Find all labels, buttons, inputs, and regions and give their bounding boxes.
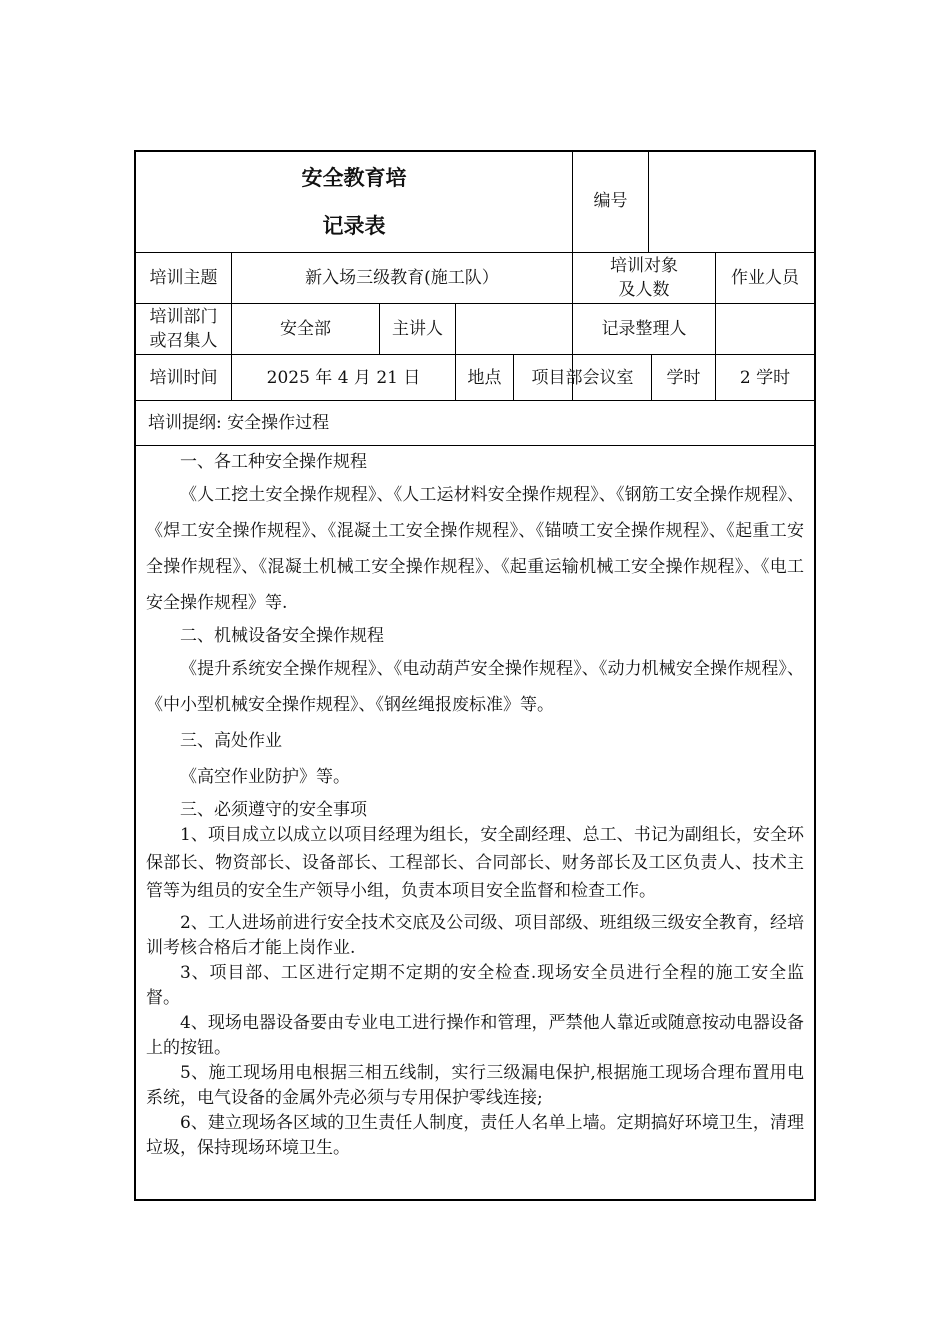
form-title xyxy=(136,152,572,252)
hours-value: 2 学时 xyxy=(739,367,791,388)
training-dept-value: 安全部 xyxy=(280,319,331,339)
content-heading: 二、机械设备安全操作规程 xyxy=(180,626,384,646)
place-label: 地点 xyxy=(467,367,502,388)
speaker-value xyxy=(456,304,572,354)
form-title-line1: 安全教育培 xyxy=(301,165,407,190)
number-label: 编号 xyxy=(593,191,628,211)
recorder-label: 记录整理人 xyxy=(601,319,687,339)
content-paragraph: 6、建立现场各区域的卫生责任人制度，责任人名单上墙。定期搞好环境卫生，清理垃圾，保持现场环境卫生。 xyxy=(146,1113,804,1158)
training-outline-label: 培训提纲: 安全操作过程 xyxy=(148,413,330,433)
row-divider xyxy=(136,445,814,446)
content-heading: 三、必须遵守的安全事项 xyxy=(180,800,367,820)
training-topic-label: 培训主题 xyxy=(149,268,218,288)
content-heading: 一、各工种安全操作规程 xyxy=(180,452,367,472)
content-paragraph: 5、施工现场用电根据三相五线制，实行三级漏电保护,根据施工现场合理布置用电系统，电气设备的金属外壳必须与专用保护零线连接; xyxy=(146,1063,804,1108)
hours-label: 学时 xyxy=(666,367,701,388)
number-value xyxy=(649,152,814,252)
training-topic-value: 新入场三级教育(施工队） xyxy=(305,268,499,288)
content-paragraph: 《人工挖土安全操作规程》、《人工运材料安全操作规程》、《钢筋工安全操作规程》、《焊工安全操作规程》、《混凝土工安全操作规程》、《锚喷工安全操作规程》、《起重工安全操作规程》、《混凝土机械工安全操作规程》、《起重运输机械工安全操作规程》、《电工安全操作规程》等. xyxy=(146,485,804,613)
form-title-line2: 记录表 xyxy=(322,213,386,238)
safety-training-record-form xyxy=(134,150,816,1201)
content-paragraph: 2、工人进场前进行安全技术交底及公司级、项目部级、班组级三级安全教育，经培训考核合格后才能上岗作业. xyxy=(146,913,804,958)
training-target-value: 作业人员 xyxy=(731,268,799,288)
content-paragraph: 4、现场电器设备要由专业电工进行操作和管理，严禁他人靠近或随意按动电器设备上的按钮。 xyxy=(146,1013,804,1058)
content-heading: 三、高处作业 xyxy=(180,731,282,751)
place-value: 项目部会议室 xyxy=(531,367,634,388)
content-paragraph: 3、项目部、工区进行定期不定期的安全检查.现场安全员进行全程的施工安全监督。 xyxy=(146,963,804,1008)
content-paragraph: 《提升系统安全操作规程》、《电动葫芦安全操作规程》、《动力机械安全操作规程》、《中小型机械安全操作规程》、《钢丝绳报废标准》等。 xyxy=(146,659,804,715)
recorder-value xyxy=(716,304,814,354)
training-target-label: 培训对象 及人数 xyxy=(610,256,678,300)
content-paragraph: 《高空作业防护》等。 xyxy=(180,767,350,787)
training-content xyxy=(136,447,814,1161)
training-time-value: 2025 年 4 月 21 日 xyxy=(266,367,421,388)
content-paragraph: 1、项目成立以成立以项目经理为组长，安全副经理、总工、书记为副组长，安全环保部长、物资部长、设备部长、工程部长、合同部长、财务部长及工区负责人、技术主管等为组员的安全生产领导小组，负责本项目安全监督和检查工作。 xyxy=(146,825,804,901)
speaker-label: 主讲人 xyxy=(392,319,443,339)
training-time-label: 培训时间 xyxy=(149,367,218,388)
training-dept-label: 培训部门 或召集人 xyxy=(149,307,218,351)
